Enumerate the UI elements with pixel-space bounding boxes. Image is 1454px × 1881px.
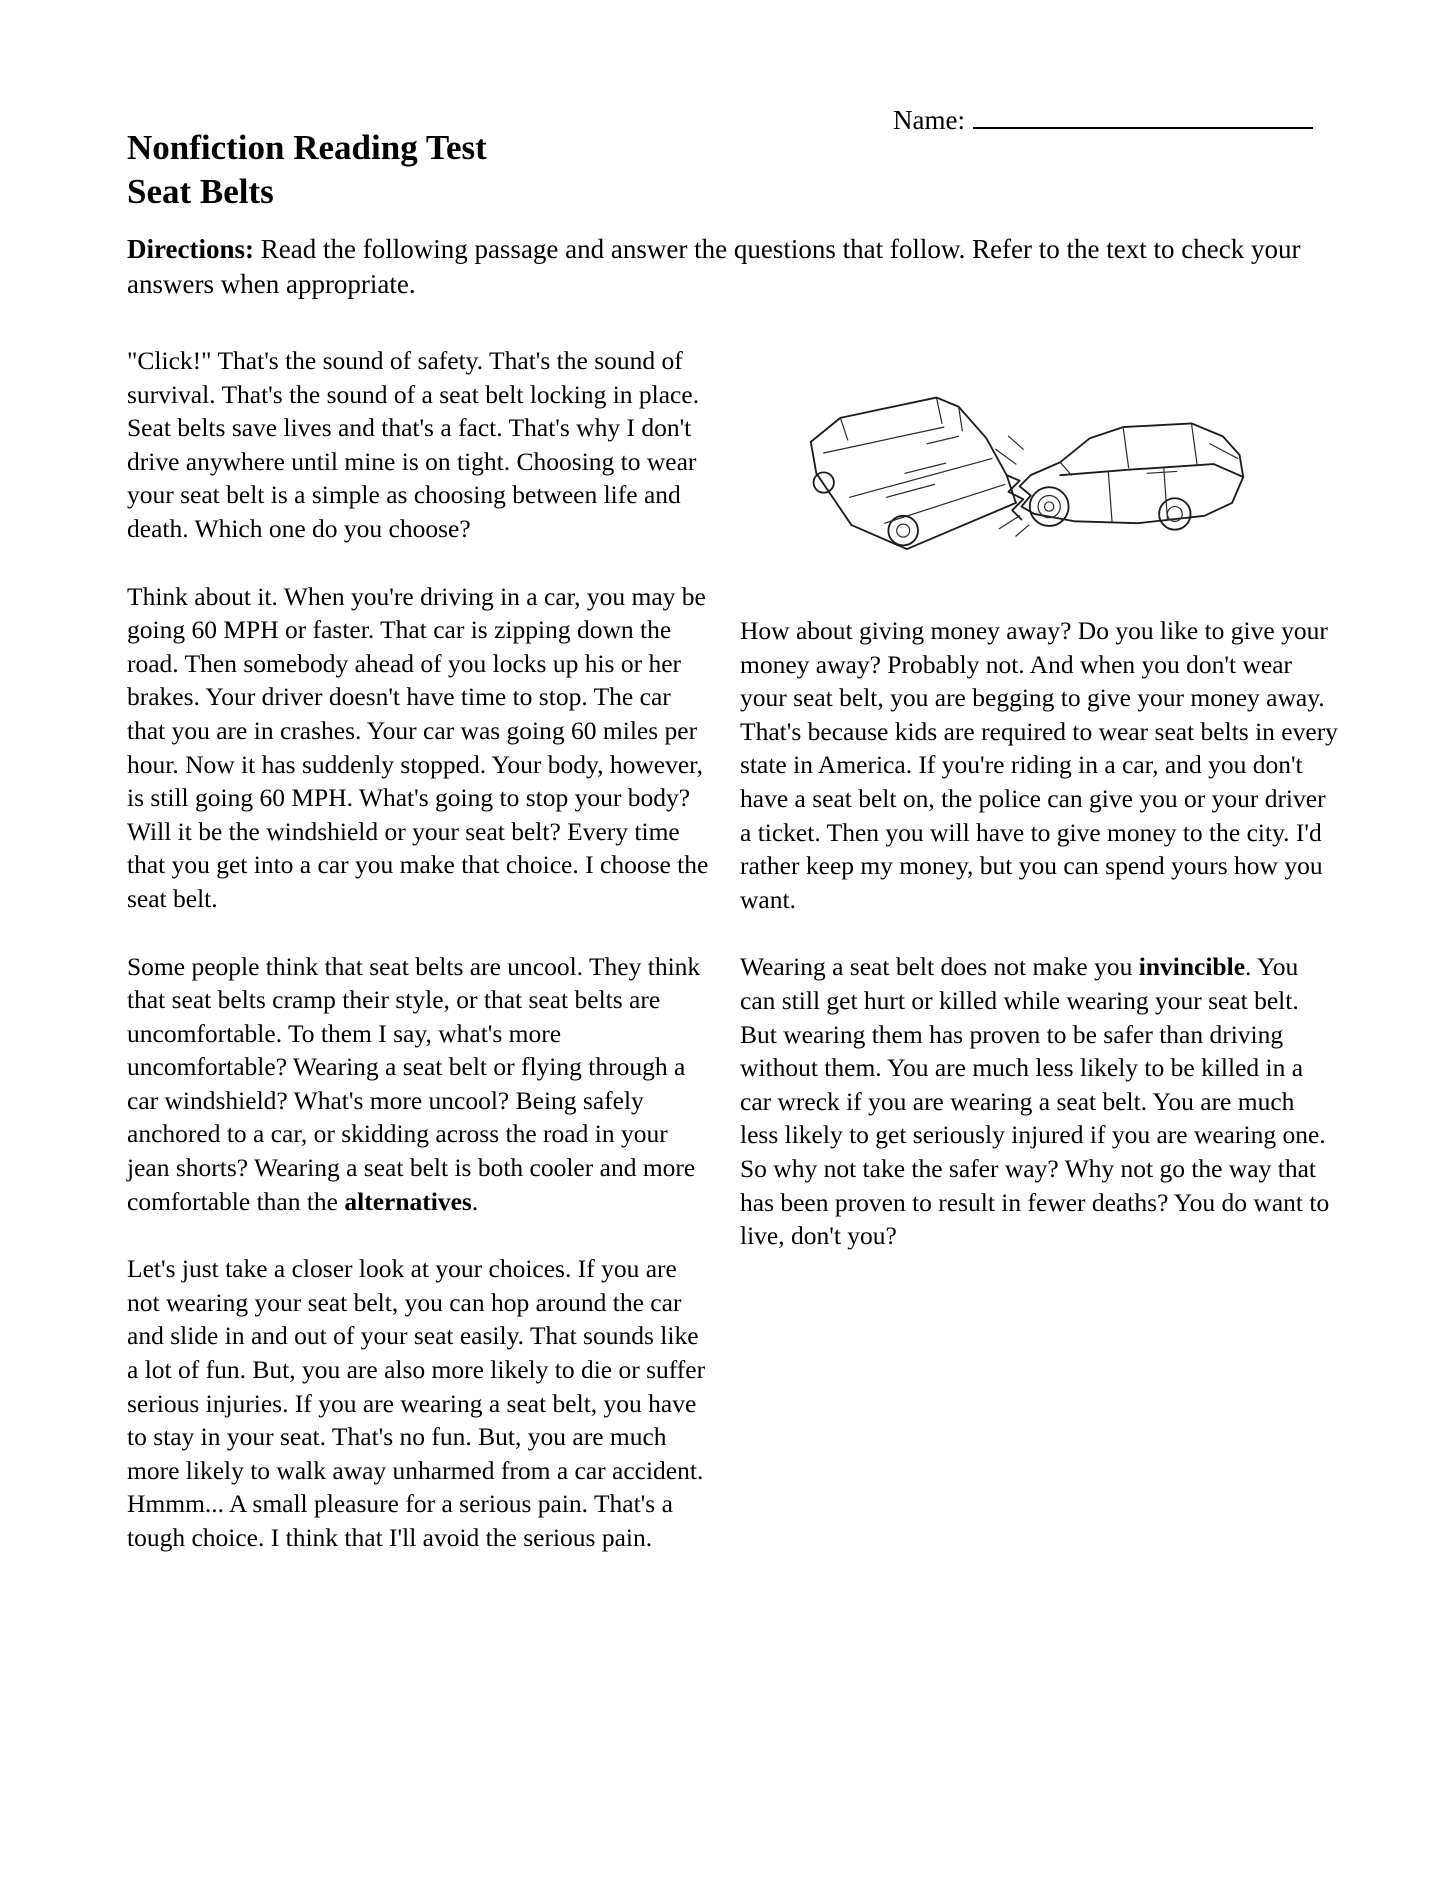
bold-term-invincible: invincible xyxy=(1138,952,1246,982)
directions-label: Directions: xyxy=(127,234,254,264)
name-label: Name: xyxy=(893,105,965,135)
paragraph-uncool xyxy=(127,950,713,1219)
page-title xyxy=(127,126,487,214)
paragraph-think-about-it: Think about it. When you're driving in a car, you may be going 60 MPH or faster. That car is zipping down the road. Then somebody ahead of you locks up his or her brakes. Your driver doesn't have time to stop. The car that you are in crashes. Your car was going 60 miles per hour. Now it has suddenly stopped. Your body, however, is still going 60 MPH. What's going to stop your body? Will it be the windshield or your seat belt? Every time that you get into a car you make that choice. I choose the seat belt. xyxy=(127,581,709,913)
title-line-1: Nonfiction Reading Test xyxy=(127,128,487,167)
directions-text: Read the following passage and answer the questions that follow. Refer to the text to check your answers when appropriate. xyxy=(127,234,1301,299)
name-row xyxy=(893,100,1313,137)
passage-columns xyxy=(127,344,1339,1589)
name-blank-line[interactable] xyxy=(973,100,1313,129)
directions xyxy=(127,232,1339,302)
bold-term-alternatives: alternatives xyxy=(344,1186,472,1216)
paragraph-choices: Let's just take a closer look at your choices. If you are not wearing your seat belt, you can hop around the car and slide in and out of your seat easily. That sounds like a lot of fun. But, you are also more likely to die or suffer serious injuries. If you are wearing a seat belt, you have to stay in your seat. That's no fun. But, you are much more likely to walk away unharmed from a car accident. Hmmm... A small pleasure for a serious pain. That's a tough choice. I think that I'll avoid the serious pain. xyxy=(127,1254,706,1552)
title-line-2: Seat Belts xyxy=(127,172,274,211)
paragraph-invincible xyxy=(740,950,1339,1252)
paragraph-uncool-end: . xyxy=(471,1186,479,1216)
right-column xyxy=(740,344,1339,1589)
left-column xyxy=(127,344,713,1589)
car-crash-figure xyxy=(796,382,1339,572)
car-crash-illustration xyxy=(796,382,1258,572)
paragraph-click: "Click!" That's the sound of safety. That's the sound of survival. That's the sound of a seat belt locking in place. Seat belts save lives and that's a fact. That's why I don't drive anywhere until mine is on tight. Choosing to wear your seat belt is a simple as choosing between life and death. Which one do you choose? xyxy=(127,346,700,543)
paragraph-invincible-start: Wearing a seat belt does not make you xyxy=(740,952,1139,982)
paragraph-uncool-text: Some people think that seat belts are uncool. They think that seat belts cramp their style, or that seat belts are uncomfortable. To them I say, what's more uncomfortable? Wearing a seat belt or flying through a car windshield? What's more uncool? Being safely anchored to a car, or skidding across the road in your jean shorts? Wearing a seat belt is both cooler and more comfortable than the xyxy=(127,951,701,1216)
paragraph-invincible-end: . You can still get hurt or killed while wearing your seat belt. But wearing them has proven to be safer than driving without them. You are much less likely to be killed in a car wreck if you are wearing a seat belt. You are much less likely to get seriously injured if you are wearing one. So why not take the safer way? Why not go the way that has been proven to result in fewer deaths? You do want to live, don't you? xyxy=(740,952,1330,1251)
paragraph-money: How about giving money away? Do you like to give your money away? Probably not. And when you don't wear your seat belt, you are begging to give your money away. That's because kids are required to wear seat belts in every state in America. If you're riding in a car, and you don't have a seat belt on, the police can give you or your driver a ticket. Then you will have to give money to the city. I'd rather keep my money, but you can spend yours how you want. xyxy=(740,616,1338,914)
